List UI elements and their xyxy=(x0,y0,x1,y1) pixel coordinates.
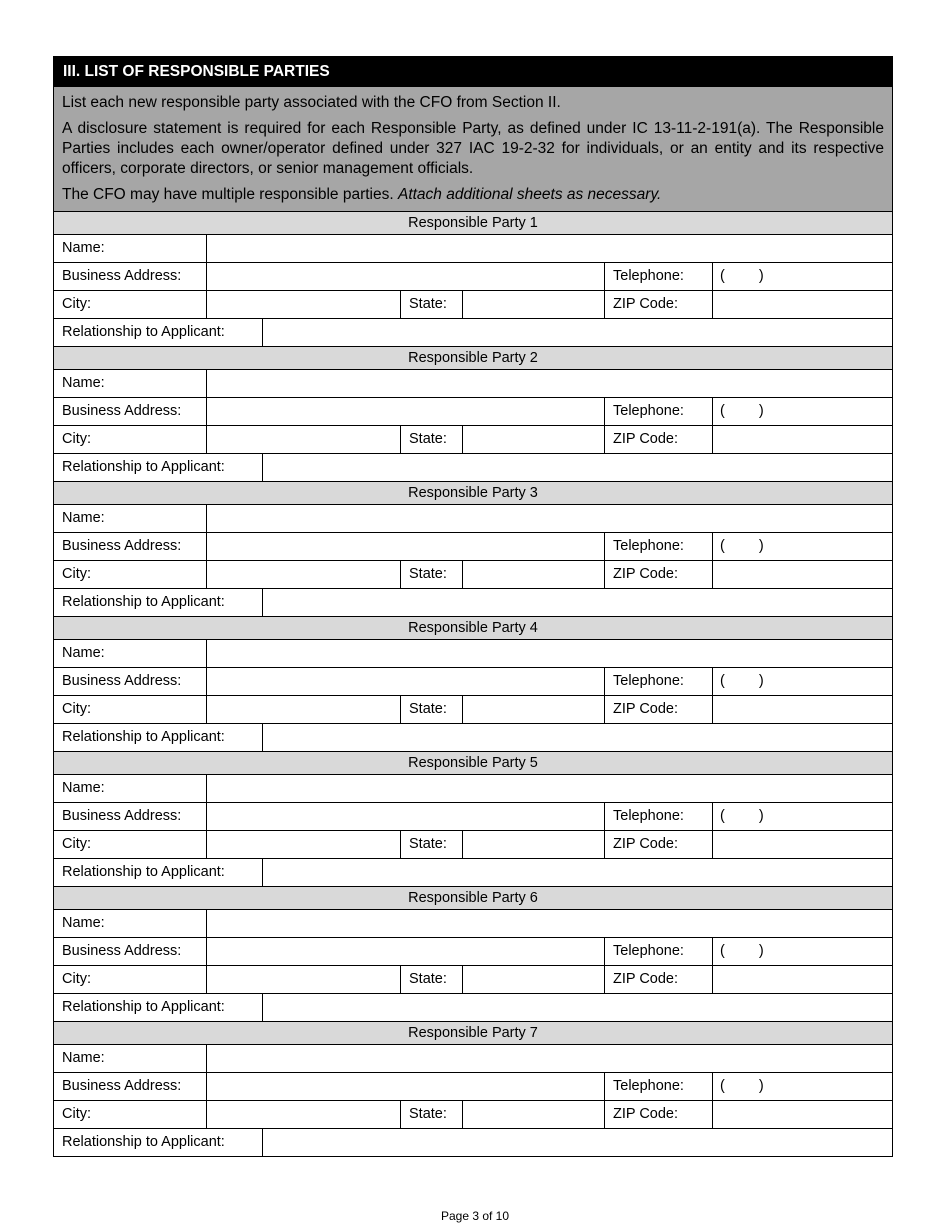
relationship-label: Relationship to Applicant: xyxy=(62,864,225,880)
name-row xyxy=(54,909,892,937)
relationship-row xyxy=(54,993,892,1021)
business-address-label: Business Address: xyxy=(62,808,182,824)
city-field[interactable] xyxy=(206,561,400,588)
city-row xyxy=(54,290,892,318)
city-row xyxy=(54,830,892,858)
area-code-open: ( xyxy=(720,538,725,554)
telephone-label: Telephone: xyxy=(604,803,712,830)
address-row xyxy=(54,1072,892,1100)
business-address-label: Business Address: xyxy=(62,403,182,419)
state-label: State: xyxy=(400,426,462,453)
name-field[interactable] xyxy=(206,370,892,397)
state-label: State: xyxy=(400,966,462,993)
state-field[interactable] xyxy=(462,696,604,723)
party-block xyxy=(54,211,892,346)
intro-paragraph-2: A disclosure statement is required for each Responsible Party, as defined under IC 13-11-2-191(a). The Responsible Parties includes each owner/operator defined under 327 IAC 19-2-32 for individuals, or an entity and its respective officers, corporate directors, or senior management officials. xyxy=(62,120,884,177)
zip-field[interactable] xyxy=(712,1101,892,1128)
party-block xyxy=(54,886,892,1021)
relationship-label: Relationship to Applicant: xyxy=(62,459,225,475)
city-label: City: xyxy=(62,836,91,852)
relationship-label: Relationship to Applicant: xyxy=(62,594,225,610)
relationship-field[interactable] xyxy=(262,994,892,1021)
relationship-row xyxy=(54,318,892,346)
name-label: Name: xyxy=(62,1050,105,1066)
telephone-field[interactable] xyxy=(712,938,892,965)
party-block xyxy=(54,481,892,616)
zip-label: ZIP Code: xyxy=(604,291,712,318)
responsible-parties-form xyxy=(53,56,893,1157)
city-row xyxy=(54,1100,892,1128)
party-heading: Responsible Party 3 xyxy=(54,481,892,504)
business-address-field[interactable] xyxy=(206,668,604,695)
business-address-field[interactable] xyxy=(206,1073,604,1100)
area-code-close: ) xyxy=(758,808,764,824)
city-field[interactable] xyxy=(206,426,400,453)
area-code-close: ) xyxy=(758,538,764,554)
telephone-label: Telephone: xyxy=(604,533,712,560)
relationship-field[interactable] xyxy=(262,589,892,616)
telephone-label: Telephone: xyxy=(604,938,712,965)
intro-paragraph-3 xyxy=(62,185,884,205)
party-heading: Responsible Party 2 xyxy=(54,346,892,369)
name-label: Name: xyxy=(62,510,105,526)
state-field[interactable] xyxy=(462,831,604,858)
party-block xyxy=(54,616,892,751)
telephone-label: Telephone: xyxy=(604,263,712,290)
city-row xyxy=(54,695,892,723)
area-code-open: ( xyxy=(720,1078,725,1094)
telephone-field[interactable] xyxy=(712,533,892,560)
name-label: Name: xyxy=(62,645,105,661)
state-label: State: xyxy=(400,291,462,318)
name-row xyxy=(54,639,892,667)
relationship-field[interactable] xyxy=(262,724,892,751)
business-address-label: Business Address: xyxy=(62,1078,182,1094)
party-heading: Responsible Party 4 xyxy=(54,616,892,639)
city-field[interactable] xyxy=(206,966,400,993)
business-address-field[interactable] xyxy=(206,533,604,560)
address-row xyxy=(54,532,892,560)
area-code-close: ) xyxy=(758,1078,764,1094)
relationship-row xyxy=(54,723,892,751)
area-code-open: ( xyxy=(720,268,725,284)
relationship-row xyxy=(54,858,892,886)
telephone-field[interactable] xyxy=(712,398,892,425)
city-field[interactable] xyxy=(206,1101,400,1128)
zip-field[interactable] xyxy=(712,696,892,723)
zip-label: ZIP Code: xyxy=(604,696,712,723)
relationship-label: Relationship to Applicant: xyxy=(62,729,225,745)
business-address-field[interactable] xyxy=(206,398,604,425)
name-label: Name: xyxy=(62,240,105,256)
relationship-label: Relationship to Applicant: xyxy=(62,324,225,340)
zip-label: ZIP Code: xyxy=(604,426,712,453)
telephone-label: Telephone: xyxy=(604,668,712,695)
business-address-field[interactable] xyxy=(206,803,604,830)
section-title: III. LIST OF RESPONSIBLE PARTIES xyxy=(54,57,892,86)
relationship-label: Relationship to Applicant: xyxy=(62,1134,225,1150)
city-row xyxy=(54,965,892,993)
telephone-field[interactable] xyxy=(712,1073,892,1100)
zip-field[interactable] xyxy=(712,426,892,453)
relationship-field[interactable] xyxy=(262,454,892,481)
zip-field[interactable] xyxy=(712,831,892,858)
party-block xyxy=(54,346,892,481)
city-field[interactable] xyxy=(206,696,400,723)
relationship-row xyxy=(54,588,892,616)
address-row xyxy=(54,262,892,290)
city-label: City: xyxy=(62,1106,91,1122)
name-field[interactable] xyxy=(206,505,892,532)
state-field[interactable] xyxy=(462,291,604,318)
name-row xyxy=(54,1044,892,1072)
section-instructions xyxy=(54,86,892,211)
business-address-label: Business Address: xyxy=(62,538,182,554)
business-address-label: Business Address: xyxy=(62,673,182,689)
name-row xyxy=(54,774,892,802)
party-block xyxy=(54,1021,892,1156)
area-code-close: ) xyxy=(758,268,764,284)
state-label: State: xyxy=(400,831,462,858)
telephone-field[interactable] xyxy=(712,803,892,830)
party-heading: Responsible Party 5 xyxy=(54,751,892,774)
business-address-label: Business Address: xyxy=(62,943,182,959)
city-label: City: xyxy=(62,701,91,717)
party-heading: Responsible Party 7 xyxy=(54,1021,892,1044)
name-field[interactable] xyxy=(206,640,892,667)
state-label: State: xyxy=(400,1101,462,1128)
state-label: State: xyxy=(400,696,462,723)
telephone-label: Telephone: xyxy=(604,398,712,425)
area-code-close: ) xyxy=(758,403,764,419)
relationship-label: Relationship to Applicant: xyxy=(62,999,225,1015)
name-label: Name: xyxy=(62,780,105,796)
city-row xyxy=(54,425,892,453)
city-field[interactable] xyxy=(206,831,400,858)
telephone-field[interactable] xyxy=(712,668,892,695)
state-label: State: xyxy=(400,561,462,588)
city-label: City: xyxy=(62,296,91,312)
address-row xyxy=(54,937,892,965)
name-field[interactable] xyxy=(206,235,892,262)
area-code-open: ( xyxy=(720,403,725,419)
area-code-close: ) xyxy=(758,943,764,959)
area-code-open: ( xyxy=(720,673,725,689)
party-heading: Responsible Party 6 xyxy=(54,886,892,909)
state-field[interactable] xyxy=(462,561,604,588)
city-row xyxy=(54,560,892,588)
city-label: City: xyxy=(62,566,91,582)
zip-label: ZIP Code: xyxy=(604,561,712,588)
relationship-row xyxy=(54,1128,892,1156)
state-field[interactable] xyxy=(462,966,604,993)
name-field[interactable] xyxy=(206,1045,892,1072)
party-list xyxy=(54,211,892,1156)
state-field[interactable] xyxy=(462,1101,604,1128)
intro-paragraph-1: List each new responsible party associated with the CFO from Section II. xyxy=(62,94,561,111)
page-number: Page 3 of 10 xyxy=(440,1209,510,1223)
city-label: City: xyxy=(62,971,91,987)
address-row xyxy=(54,667,892,695)
state-field[interactable] xyxy=(462,426,604,453)
area-code-open: ( xyxy=(720,943,725,959)
party-heading: Responsible Party 1 xyxy=(54,211,892,234)
zip-label: ZIP Code: xyxy=(604,831,712,858)
address-row xyxy=(54,397,892,425)
city-label: City: xyxy=(62,431,91,447)
relationship-row xyxy=(54,453,892,481)
intro-paragraph-3-text: The CFO may have multiple responsible parties. xyxy=(62,186,398,203)
zip-label: ZIP Code: xyxy=(604,966,712,993)
party-block xyxy=(54,751,892,886)
relationship-field[interactable] xyxy=(262,319,892,346)
name-label: Name: xyxy=(62,375,105,391)
address-row xyxy=(54,802,892,830)
zip-field[interactable] xyxy=(712,291,892,318)
relationship-field[interactable] xyxy=(262,859,892,886)
telephone-label: Telephone: xyxy=(604,1073,712,1100)
business-address-field[interactable] xyxy=(206,938,604,965)
name-field[interactable] xyxy=(206,775,892,802)
business-address-field[interactable] xyxy=(206,263,604,290)
city-field[interactable] xyxy=(206,291,400,318)
relationship-field[interactable] xyxy=(262,1129,892,1156)
zip-field[interactable] xyxy=(712,561,892,588)
zip-label: ZIP Code: xyxy=(604,1101,712,1128)
business-address-label: Business Address: xyxy=(62,268,182,284)
name-field[interactable] xyxy=(206,910,892,937)
name-row xyxy=(54,234,892,262)
area-code-close: ) xyxy=(758,673,764,689)
name-label: Name: xyxy=(62,915,105,931)
name-row xyxy=(54,369,892,397)
area-code-open: ( xyxy=(720,808,725,824)
zip-field[interactable] xyxy=(712,966,892,993)
name-row xyxy=(54,504,892,532)
telephone-field[interactable] xyxy=(712,263,892,290)
intro-paragraph-3-italic: Attach additional sheets as necessary. xyxy=(397,186,662,203)
